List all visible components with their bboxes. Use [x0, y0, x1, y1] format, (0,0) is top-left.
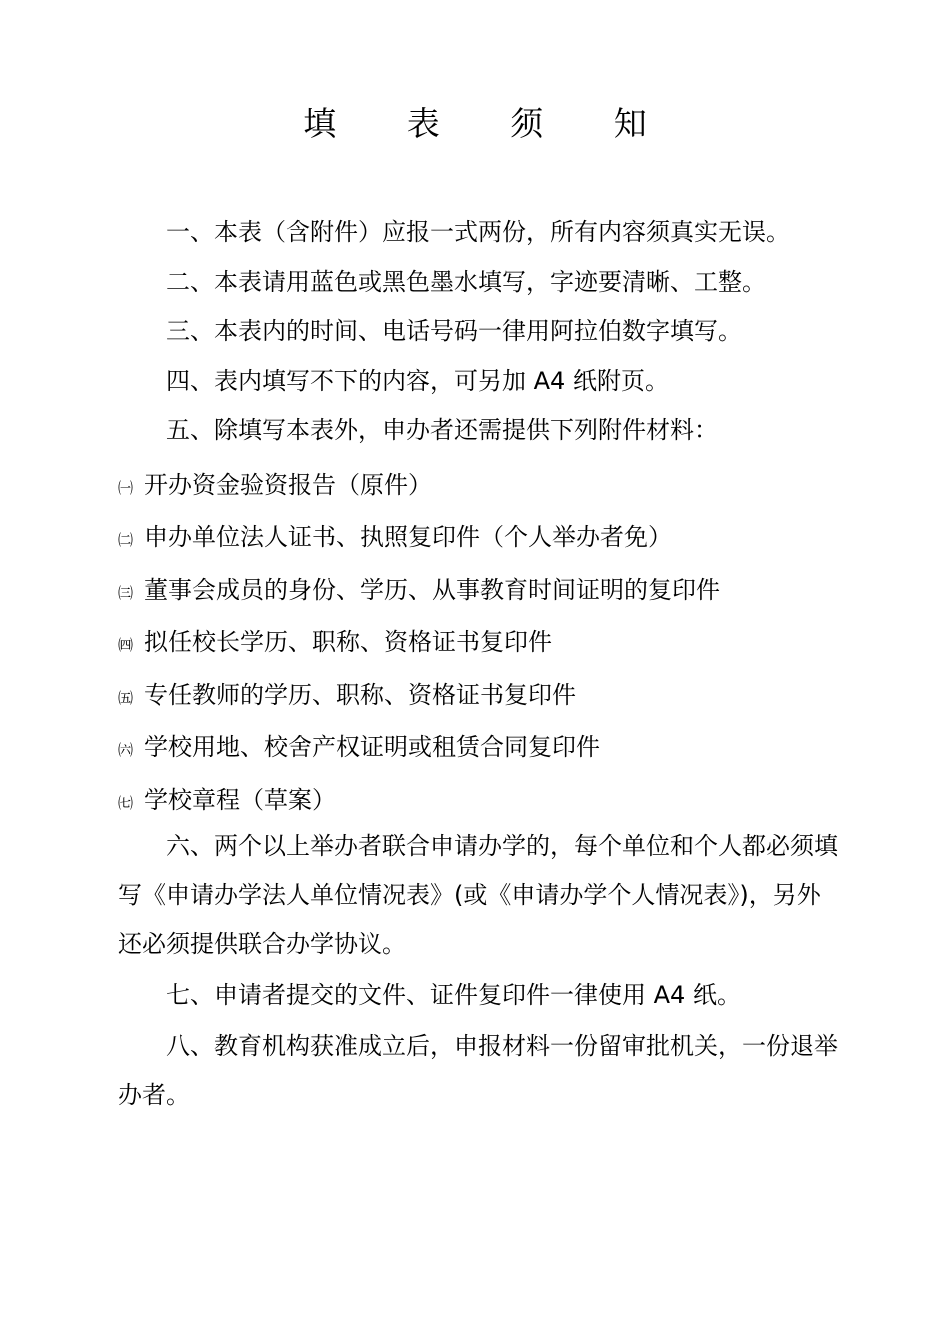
list-item: [118, 566, 838, 619]
list-item-number: ㈠: [118, 478, 132, 497]
list-item-number: ㈤: [118, 688, 132, 707]
attachment-list: [118, 461, 838, 829]
list-item-number: ㈣: [118, 636, 132, 654]
instruction-4: 四、表内填写不下的内容，可另加 A4 纸附页。: [166, 366, 669, 395]
list-item-text: 学校章程（草案）: [144, 785, 336, 814]
list-item-text: 申办单位法人证书、执照复印件（个人举办者免）: [144, 523, 672, 551]
list-item-number: ㈥: [118, 741, 132, 759]
list-item-number: ㈦: [118, 793, 132, 812]
instruction-5: 五、除填写本表外，申办者还需提供下列附件材料：: [166, 416, 718, 444]
instruction-3: 三、本表内的时间、电话号码一律用阿拉伯数字填写。: [166, 317, 742, 345]
list-item-number: ㈢: [118, 583, 132, 602]
instruction-8: 八、教育机构获准成立后，申报材料一份留审批机关，一份退举办者。: [118, 1032, 838, 1109]
instruction-2: 二、本表请用蓝色或黑色墨水填写，字迹要清晰、工整。: [166, 267, 766, 296]
list-item-text: 董事会成员的身份、学历、从事教育时间证明的复印件: [144, 575, 720, 604]
list-item: [118, 513, 838, 566]
page-title: 填 表 须 知: [303, 104, 677, 143]
instruction-7: 七、申请者提交的文件、证件复印件一律使用 A4 纸。: [166, 981, 741, 1009]
list-item-text: 开办资金验资报告（原件）: [144, 470, 432, 499]
list-item-number: ㈡: [118, 531, 132, 549]
list-item-text: 专任教师的学历、职称、资格证书复印件: [144, 680, 576, 709]
instruction-6: 六、两个以上举办者联合申请办学的，每个单位和个人都必须填写《申请办学法人单位情况表》(或《申请办学个人情况表》)，另外还必须提供联合办学协议。: [118, 832, 838, 958]
list-item-text: 拟任校长学历、职称、资格证书复印件: [144, 628, 552, 656]
instructions-body: [118, 208, 838, 1120]
list-item: [118, 776, 838, 829]
instruction-1: 一、本表（含附件）应报一式两份，所有内容须真实无误。: [166, 218, 790, 246]
list-item: [118, 723, 838, 776]
list-item: [118, 461, 838, 514]
list-item: [118, 671, 838, 724]
list-item-text: 学校用地、校舍产权证明或租赁合同复印件: [144, 733, 600, 761]
list-item: [118, 618, 838, 671]
